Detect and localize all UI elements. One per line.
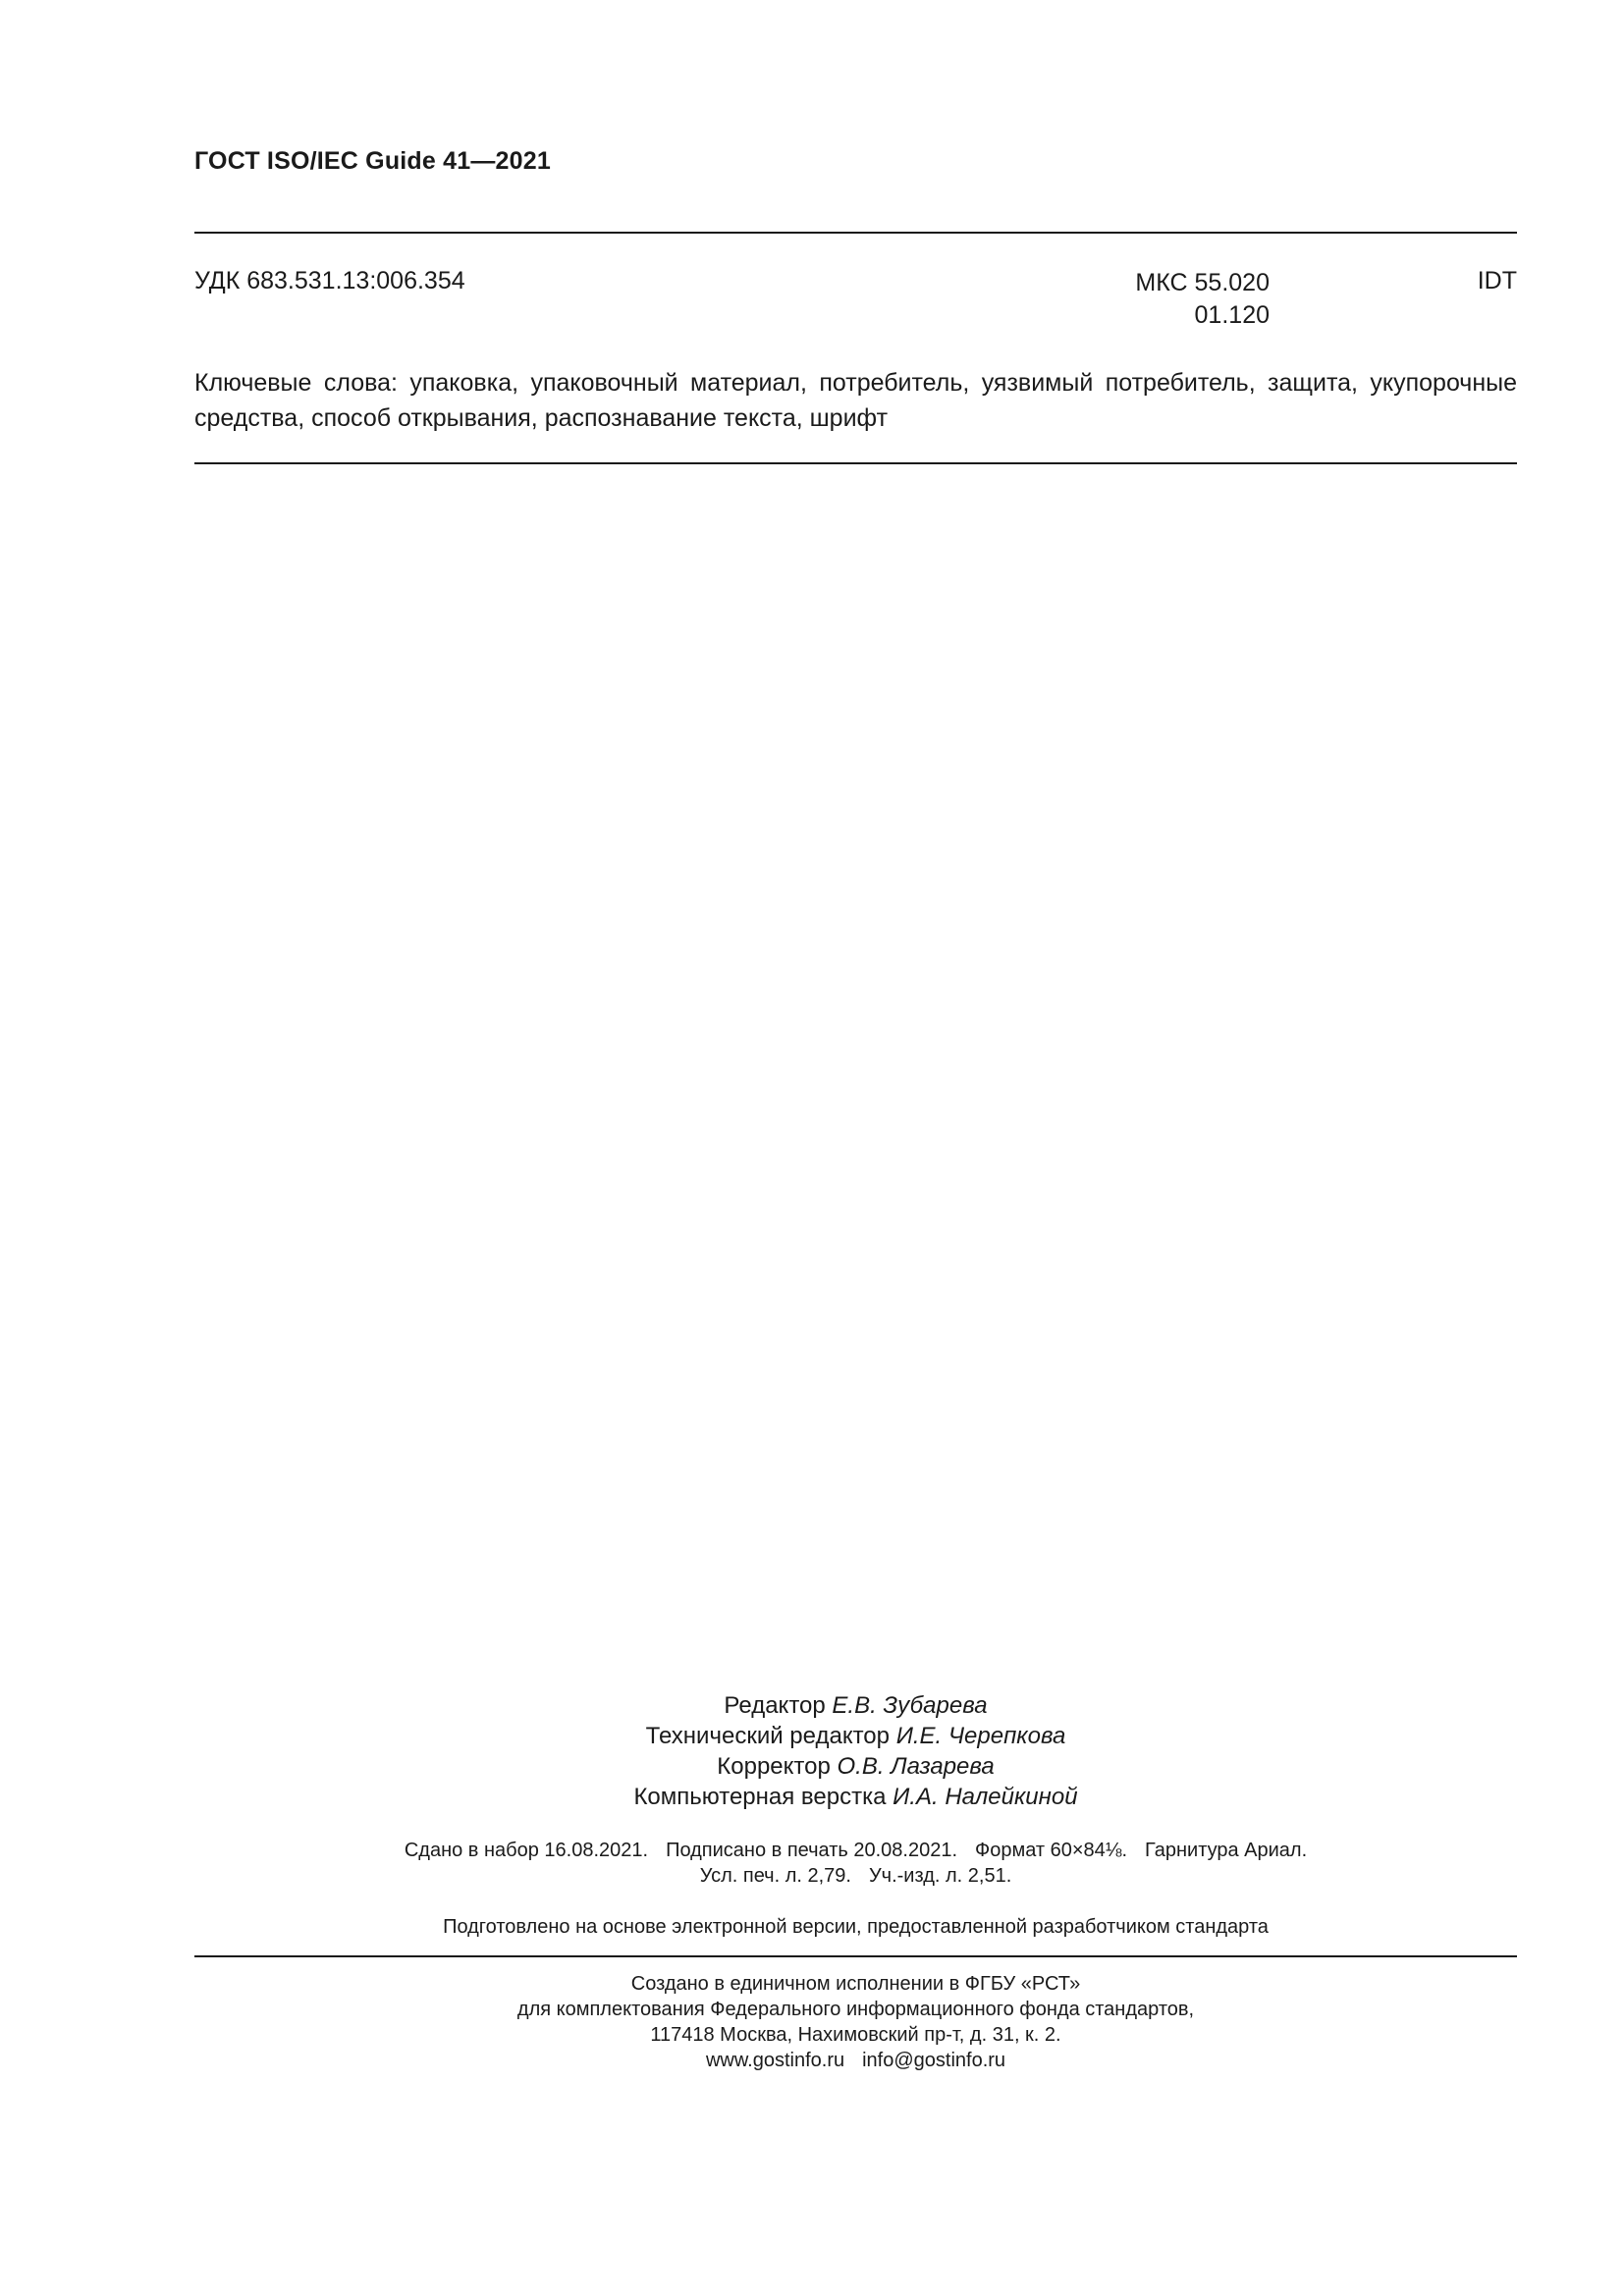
credit-role: Корректор (717, 1753, 831, 1780)
credit-name: О.В. Лазарева (837, 1753, 995, 1780)
website-link[interactable]: www.gostinfo.ru (705, 2050, 845, 2071)
classification-row (194, 267, 1517, 336)
credit-role: Компьютерная верстка (633, 1784, 887, 1810)
footer-contacts (194, 2048, 1517, 2073)
signed-date: Подписано в печать 20.08.2021. (666, 1840, 958, 1861)
keywords-divider (194, 462, 1517, 464)
footer-line-2: для комплектования Федерального информационного фонда стандартов, (516, 1999, 1195, 2020)
paper-format: Формат 60×84⅛. (975, 1840, 1128, 1861)
prepared-note: Подготовлено на основе электронной версии, предоставленной разработчиком стандарта (443, 1916, 1269, 1938)
credit-name: И.Е. Черепкова (895, 1723, 1066, 1749)
footer-line-1: Создано в единичном исполнении в ФГБУ «РСТ» (630, 1973, 1081, 1995)
credits-block (194, 1690, 1517, 1812)
credit-proofreader (194, 1751, 1517, 1782)
print-info-line-2 (194, 1863, 1517, 1889)
email-link[interactable]: info@gostinfo.ru (862, 2050, 1006, 2071)
idt-marker: IDT (1477, 267, 1517, 294)
mks-line-1: МКС 55.020 (1135, 269, 1270, 296)
print-info-block (194, 1838, 1517, 1889)
document-header-title: ГОСТ ISO/IEC Guide 41—2021 (194, 147, 551, 175)
credit-name: Е.В. Зубарева (832, 1692, 988, 1719)
mks-line-2: 01.120 (1194, 301, 1270, 329)
print-info-line-1 (194, 1838, 1517, 1863)
top-divider (194, 232, 1517, 234)
credit-layout (194, 1782, 1517, 1812)
print-sheets: Усл. печ. л. 2,79. (699, 1865, 851, 1887)
credit-editor (194, 1690, 1517, 1721)
typeface: Гарнитура Ариал. (1145, 1840, 1308, 1861)
footer-divider (194, 1955, 1517, 1957)
udk-code: УДК 683.531.13:006.354 (194, 267, 465, 294)
credit-tech-editor (194, 1721, 1517, 1751)
keywords-paragraph: Ключевые слова: упаковка, упаковочный материал, потребитель, уязвимый потребитель, защита, укупорочные средства, способ открывания, распознавание текста, шрифт (194, 369, 1517, 432)
publisher-footer (194, 1971, 1517, 2073)
credit-role: Редактор (724, 1692, 826, 1719)
publisher-sheets: Уч.-изд. л. 2,51. (868, 1865, 1012, 1887)
credit-name: И.А. Налейкиной (893, 1784, 1078, 1810)
mks-code (926, 267, 1270, 332)
credit-role: Технический редактор (645, 1723, 891, 1749)
submitted-date: Сдано в набор 16.08.2021. (404, 1840, 649, 1861)
footer-line-3: 117418 Москва, Нахимовский пр-т, д. 31, к. 2. (650, 2024, 1061, 2046)
